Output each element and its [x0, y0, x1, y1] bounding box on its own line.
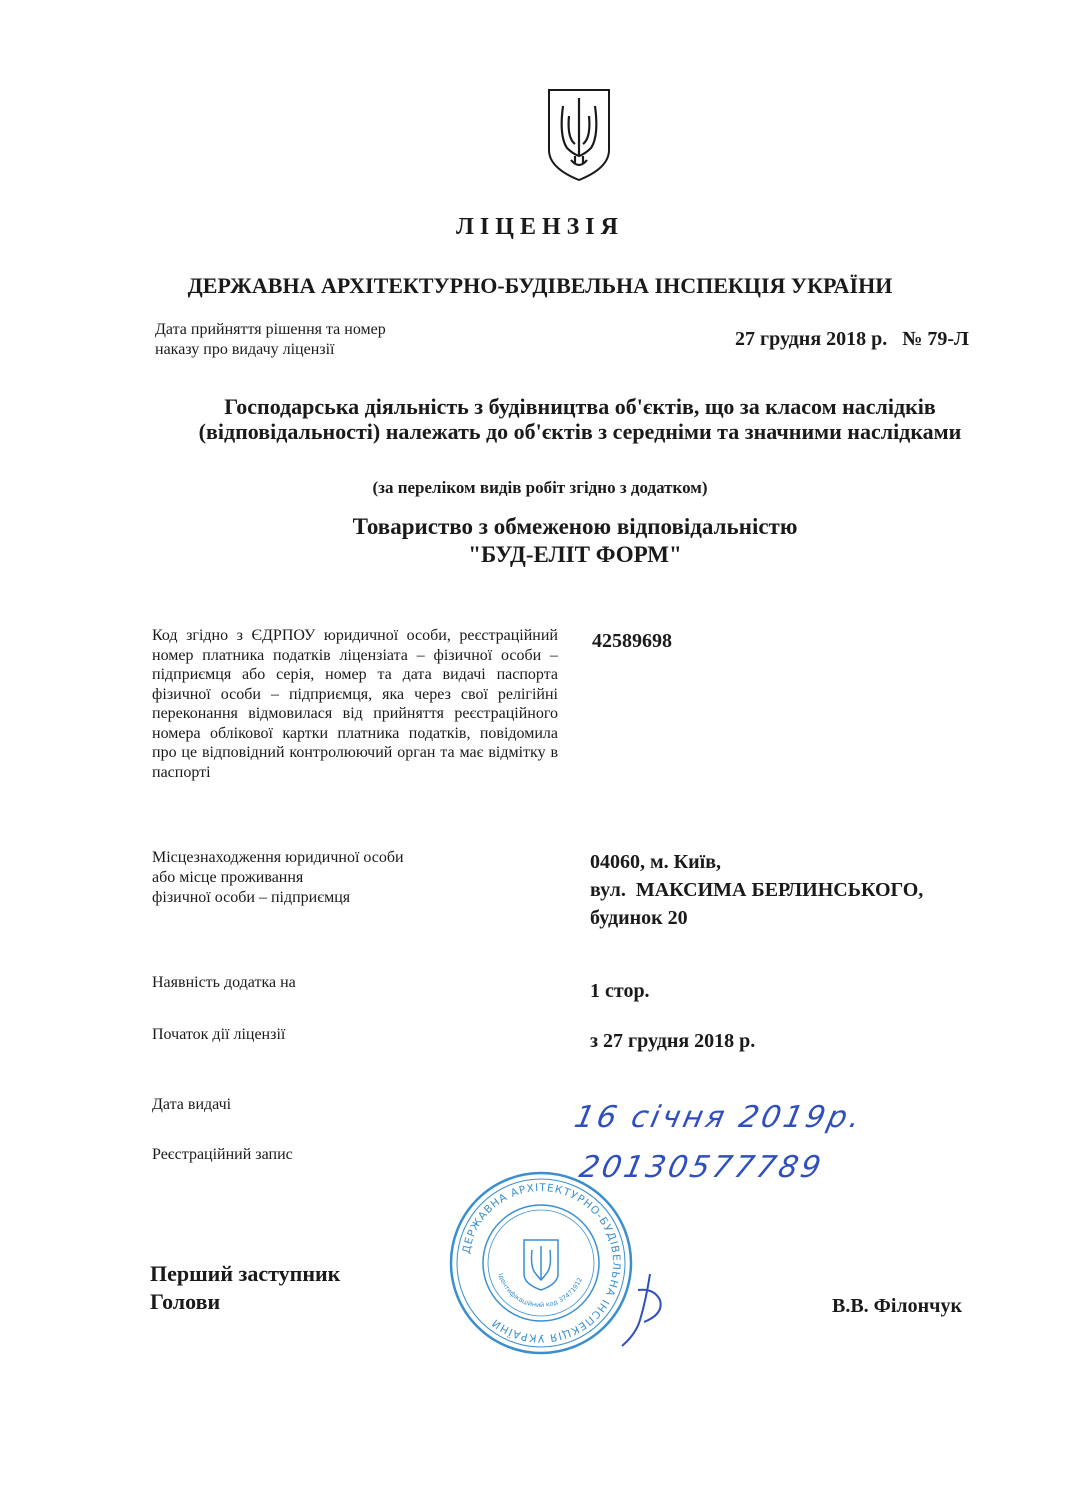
signer-position-line: Перший заступник [150, 1261, 341, 1286]
address-line: вул. МАКСИМА БЕРЛИНСЬКОГО, [590, 879, 924, 901]
issue-date-label: Дата видачі [152, 1096, 232, 1113]
activity-note: (за переліком видів робіт згідно з додатком) [372, 478, 708, 497]
edrpou-code: 42589698 [592, 630, 672, 652]
company-name-line: Товариство з обмеженою відповідальністю [352, 514, 798, 539]
appendix-pages: 1 стор. [590, 980, 650, 1002]
order-label [155, 320, 455, 360]
registration-label: Реєстраційний запис [152, 1146, 293, 1163]
signer-position [150, 1260, 340, 1316]
company-name-line: "БУД-ЕЛІТ ФОРМ" [468, 542, 682, 567]
company-name [0, 513, 1080, 569]
registration-number-handwritten: 20130577789 [576, 1150, 827, 1185]
issuing-authority: ДЕРЖАВНА АРХІТЕКТУРНО-БУДІВЕЛЬНА ІНСПЕКЦІЯ УКРАЇНИ [187, 273, 893, 298]
license-start-label: Початок дії ліцензії [152, 1026, 286, 1043]
address-line: 04060, м. Київ, [590, 851, 722, 873]
trident-emblem-icon [545, 86, 613, 182]
address-line: будинок 20 [590, 907, 688, 929]
edrpou-label: Код згідно з ЄДРПОУ юридичної особи, реєстраційний номер платника податків ліцензіата – фізичної особи – підприємця або серія, номер та дата видачі паспорта фізичної особи – підприємця, яка через свої релігійні переконання відмовилася від прийняття реєстраційного номера облікової картки платника податків, повідомила про це відповідний контролюючий орган та має відмітку в паспорті [152, 627, 558, 781]
svg-text:Ідентифікаційний код 37471912: Ідентифікаційний код 37471912 [496, 1272, 584, 1310]
activity-description: Господарська діяльність з будівництва об'єктів, що за класом наслідків (відповідальності) належать до об'єктів з середніми та значними наслідками [198, 394, 962, 444]
location-label [152, 848, 472, 908]
license-start-date: з 27 грудня 2018 р. [590, 1030, 756, 1052]
appendix-label: Наявність додатка на [152, 974, 296, 991]
location-label-line: або місце проживання [152, 869, 304, 886]
order-label-line: наказу про видачу ліцензії [155, 341, 335, 358]
location-label-line: фізичної особи – підприємця [152, 889, 351, 906]
location-label-line: Місцезнаходження юридичної особи [152, 849, 404, 866]
svg-text:ДЕРЖАВНА АРХІТЕКТУРНО-БУДІВЕЛЬ: ДЕРЖАВНА АРХІТЕКТУРНО-БУДІВЕЛЬНА ІНСПЕКЦІЯ УКРАЇНИ [460, 1181, 623, 1345]
location-address [590, 848, 923, 932]
handwritten-signature [610, 1270, 670, 1350]
order-date-number: 27 грудня 2018 р. № 79-Л [735, 328, 969, 350]
issue-date-handwritten: 16 січня 2019р. [571, 1100, 867, 1135]
signer-position-line: Голови [150, 1289, 221, 1314]
official-seal [446, 1168, 636, 1358]
document-title: ЛІЦЕНЗІЯ [456, 214, 624, 240]
signer-name: В.В. Філончук [832, 1295, 962, 1317]
order-label-line: Дата прийняття рішення та номер [155, 321, 386, 338]
